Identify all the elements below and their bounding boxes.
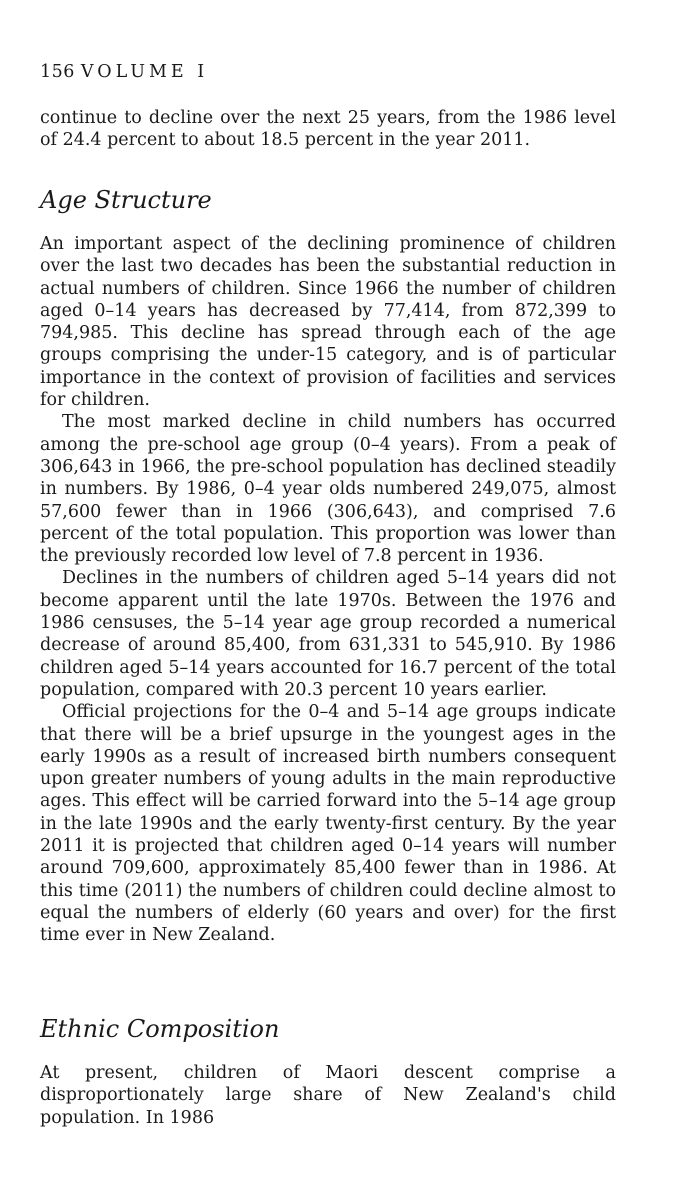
section-body-age-structure [40, 233, 616, 947]
page-number: 156 [40, 62, 75, 82]
section-heading-age-structure: Age Structure [40, 186, 212, 214]
volume-label: VOLUME I [80, 62, 209, 82]
intro-paragraph: continue to decline over the next 25 years, from the 1986 level of 24.4 percent to about 18.5 percent in the year 2011. [40, 108, 616, 151]
paragraph: The most marked decline in child numbers has occurred among the pre-school age group (0–4 years). From a peak of 306,643 in 1966, the pre-school population has declined steadily in numbers. By 1986, 0–4 year olds numbered 249,075, almost 57,600 fewer than in 1966 (306,643), and comprised 7.6 percent of the total population. This proportion was lower than the previously recorded low level of 7.8 percent in 1936. [40, 412, 616, 567]
section-body-ethnic-composition [40, 1062, 616, 1129]
paragraph: Declines in the numbers of children aged 5–14 years did not become apparent until the late 1970s. Between the 1976 and 1986 censuses, the 5–14 year age group recorded a numerical decrease of around 85,400, from 631,331 to 545,910. By 1986 children aged 5–14 years accounted for 16.7 percent of the total population, compared with 20.3 percent 10 years earlier. [40, 568, 616, 700]
intro-continuation [40, 107, 616, 152]
paragraph: An important aspect of the declining prominence of children over the last two decades has been the substantial reduction in actual numbers of children. Since 1966 the number of children aged 0–14 years has decreased by 77,414, from 872,399 to 794,985. This decline has spread through each of the age groups comprising the under-15 category, and is of particular importance in the context of provision of facilities and services for children. [40, 234, 616, 411]
paragraph: At present, children of Maori descent comprise a disproportionately large share of New Zealand's child population. In 1986 [40, 1063, 616, 1128]
paragraph: Official projections for the 0–4 and 5–14 age groups indicate that there will be a brief upsurge in the youngest ages in the early 1990s as a result of increased birth numbers consequent upon greater numbers of young adults in the main reproductive ages. This effect will be carried forward into the 5–14 age group in the late 1990s and the early twenty-first century. By the year 2011 it is projected that children aged 0–14 years will number around 709,600, approximately 85,400 fewer than in 1986. At this time (2011) the numbers of children could decline almost to equal the numbers of elderly (60 years and over) for the first time ever in New Zealand. [40, 702, 616, 946]
running-head [40, 62, 208, 82]
section-heading-ethnic-composition: Ethnic Composition [40, 1015, 280, 1043]
